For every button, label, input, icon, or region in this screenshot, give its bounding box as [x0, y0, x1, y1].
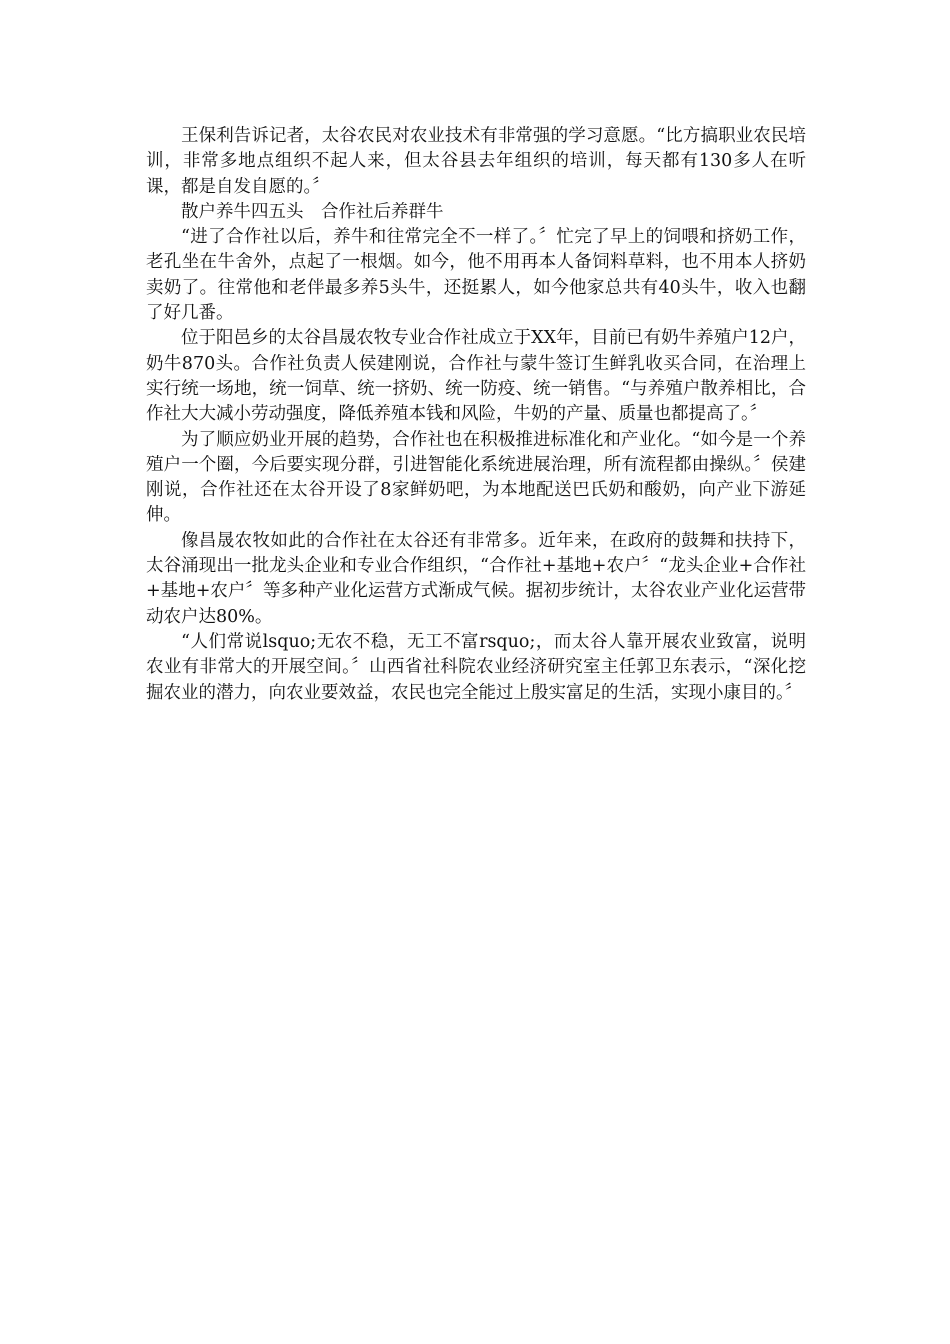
paragraph-expert-quote: “人们常说lsquo;无农不稳，无工不富rsquo;，而太谷人靠开展农业致富，说明农业有非常大的开展空间。〞山西省社科院农业经济研究室主任郭卫东表示，“深化挖掘农业的潜力，向农业要效益，农民也完全能过上殷实富足的生活，实现小康目的。〞: [146, 631, 806, 703]
paragraph-industrialization: 像昌晟农牧如此的合作社在太谷还有非常多。近年来，在政府的鼓舞和扶持下，太谷涌现出一批龙头企业和专业合作组织，“合作社+基地+农户〞“龙头企业+合作社+基地+农户〞等多种产业化运营方式渐成气候。据初步统计，太谷农业产业化运营带动农户达80%。: [146, 530, 806, 627]
paragraph-training: 王保利告诉记者，太谷农民对农业技术有非常强的学习意愿。“比方搞职业农民培训，非常多地点组织不起人来，但太谷县去年组织的培训，每天都有130多人在听课，都是自发自愿的。〞: [146, 126, 806, 197]
section-subheading: 散户养牛四五头 合作社后养群牛: [181, 201, 444, 222]
paragraph-standardization: 为了顺应奶业开展的趋势，合作社也在积极推进标准化和产业化。“如今是一个养殖户一个圈，今后要实现分群，引进智能化系统进展治理，所有流程都由操纵。〞侯建刚说，合作社还在太谷开设了8家鲜奶吧，为本地配送巴氏奶和酸奶，向产业下游延伸。: [146, 429, 806, 526]
paragraph-cooperative: 位于阳邑乡的太谷昌晟农牧专业合作社成立于XX年，目前已有奶牛养殖户12户，奶牛870头。合作社负责人侯建刚说，合作社与蒙牛签订生鲜乳收买合同，在治理上实行统一场地，统一饲草、统一挤奶、统一防疫、统一销售。“与养殖户散养相比，合作社大大减小劳动强度，降低养殖本钱和风险，牛奶的产量、质量也都提高了。〞: [146, 328, 806, 425]
paragraph-lao-kong: “进了合作社以后，养牛和往常完全不一样了。〞忙完了早上的饲喂和挤奶工作，老孔坐在牛舍外，点起了一根烟。如今，他不用再本人备饲料草料，也不用本人挤奶卖奶了。往常他和老伴最多养5头牛，还挺累人，如今他家总共有40头牛，收入也翻了好几番。: [146, 227, 806, 324]
article-body: [146, 124, 806, 706]
